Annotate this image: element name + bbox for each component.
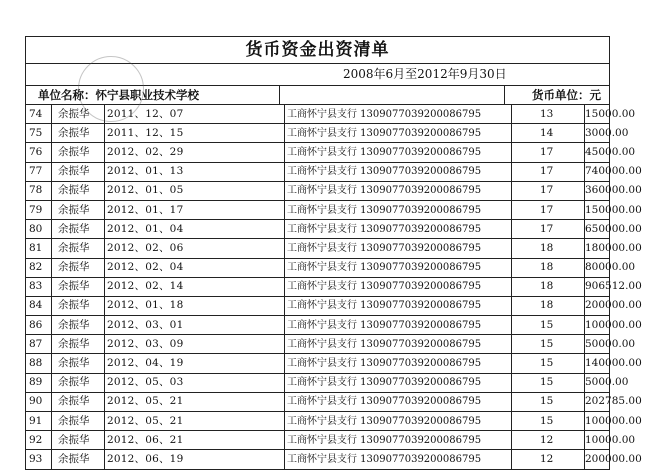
voucher-number-cell: 18 (512, 258, 585, 277)
bank-account-cell: 工商怀宁县支行 1309077039200086795 (285, 296, 512, 315)
row-number-cell: 78 (26, 181, 52, 200)
amount-cell: 15000.00 (585, 105, 610, 124)
unit-header-row (26, 86, 609, 105)
table-row (26, 220, 609, 239)
unit-name-label: 单位名称：怀宁县职业技术学校 (26, 86, 280, 104)
bank-account-cell: 工商怀宁县支行 1309077039200086795 (285, 200, 512, 219)
currency-unit-label: 货币单位：元 (532, 88, 601, 102)
table-row (26, 162, 609, 181)
row-number-cell: 86 (26, 316, 52, 335)
bank-account-cell: 工商怀宁县支行 1309077039200086795 (285, 181, 512, 200)
bank-account-cell: 工商怀宁县支行 1309077039200086795 (285, 316, 512, 335)
bank-account-cell: 工商怀宁县支行 1309077039200086795 (285, 124, 512, 143)
voucher-number-cell: 12 (512, 450, 585, 469)
table-row (26, 316, 609, 335)
voucher-number-cell: 15 (512, 392, 585, 411)
payment-date-cell: 2012、01、04 (105, 220, 285, 239)
payer-name-cell: 余振华 (52, 239, 105, 258)
bank-account-cell: 工商怀宁县支行 1309077039200086795 (285, 277, 512, 296)
payment-date-cell: 2012、06、19 (105, 450, 285, 469)
amount-cell: 906512.00 (585, 277, 610, 296)
row-number-cell: 84 (26, 296, 52, 315)
payment-date-cell: 2012、04、19 (105, 354, 285, 373)
row-number-cell: 92 (26, 431, 52, 450)
row-number-cell: 89 (26, 373, 52, 392)
payment-date-cell: 2012、05、03 (105, 373, 285, 392)
bank-account-cell: 工商怀宁县支行 1309077039200086795 (285, 335, 512, 354)
table-row (26, 143, 609, 162)
payment-date-cell: 2012、02、04 (105, 258, 285, 277)
amount-cell: 180000.00 (585, 239, 610, 258)
table-row (26, 200, 609, 219)
table-row (26, 239, 609, 258)
bank-account-cell: 工商怀宁县支行 1309077039200086795 (285, 450, 512, 469)
table-row (26, 412, 609, 431)
row-number-cell: 79 (26, 200, 52, 219)
row-number-cell: 93 (26, 450, 52, 469)
bank-account-cell: 工商怀宁县支行 1309077039200086795 (285, 220, 512, 239)
bank-account-cell: 工商怀宁县支行 1309077039200086795 (285, 431, 512, 450)
payer-name-cell: 余振华 (52, 181, 105, 200)
bank-account-cell: 工商怀宁县支行 1309077039200086795 (285, 373, 512, 392)
payment-date-cell: 2012、05、21 (105, 392, 285, 411)
document-period: 2008年6月至2012年9月30日 (26, 64, 609, 86)
row-number-cell: 75 (26, 124, 52, 143)
payer-name-cell: 余振华 (52, 335, 105, 354)
payer-name-cell: 余振华 (52, 220, 105, 239)
row-number-cell: 74 (26, 105, 52, 124)
payer-name-cell: 余振华 (52, 124, 105, 143)
payment-date-cell: 2012、01、05 (105, 181, 285, 200)
table-row (26, 450, 609, 469)
row-number-cell: 76 (26, 143, 52, 162)
voucher-number-cell: 15 (512, 316, 585, 335)
payment-date-cell: 2012、01、13 (105, 162, 285, 181)
document-title: 货币资金出资清单 (26, 37, 609, 64)
payer-name-cell: 余振华 (52, 392, 105, 411)
table-row (26, 277, 609, 296)
payment-date-cell: 2012、03、01 (105, 316, 285, 335)
amount-cell: 360000.00 (585, 181, 610, 200)
amount-cell: 3000.00 (585, 124, 610, 143)
payer-name-cell: 余振华 (52, 373, 105, 392)
payer-name-cell: 余振华 (52, 431, 105, 450)
payer-name-cell: 余振华 (52, 296, 105, 315)
payer-name-cell: 余振华 (52, 162, 105, 181)
cash-contribution-sheet (25, 36, 642, 470)
row-number-cell: 80 (26, 220, 52, 239)
amount-cell: 740000.00 (585, 162, 610, 181)
table-row (26, 258, 609, 277)
voucher-number-cell: 15 (512, 412, 585, 431)
payment-date-cell: 2012、05、21 (105, 412, 285, 431)
amount-cell: 200000.00 (585, 450, 610, 469)
table-row (26, 105, 609, 124)
voucher-number-cell: 17 (512, 200, 585, 219)
payment-date-cell: 2012、02、29 (105, 143, 285, 162)
voucher-number-cell: 17 (512, 143, 585, 162)
table-row (26, 431, 609, 450)
table-row (26, 354, 609, 373)
bank-account-cell: 工商怀宁县支行 1309077039200086795 (285, 392, 512, 411)
bank-account-cell: 工商怀宁县支行 1309077039200086795 (285, 354, 512, 373)
bank-account-cell: 工商怀宁县支行 1309077039200086795 (285, 143, 512, 162)
table-row (26, 181, 609, 200)
amount-cell: 650000.00 (585, 220, 610, 239)
payer-name-cell: 余振华 (52, 354, 105, 373)
payer-name-cell: 余振华 (52, 277, 105, 296)
table-row (26, 373, 609, 392)
payer-name-cell: 余振华 (52, 200, 105, 219)
amount-cell: 150000.00 (585, 200, 610, 219)
payer-name-cell: 余振华 (52, 258, 105, 277)
payer-name-cell: 余振华 (52, 316, 105, 335)
row-number-cell: 83 (26, 277, 52, 296)
row-number-cell: 81 (26, 239, 52, 258)
row-number-cell: 77 (26, 162, 52, 181)
row-number-cell: 90 (26, 392, 52, 411)
voucher-number-cell: 18 (512, 277, 585, 296)
voucher-number-cell: 18 (512, 239, 585, 258)
bank-account-cell: 工商怀宁县支行 1309077039200086795 (285, 105, 512, 124)
payment-date-cell: 2012、03、09 (105, 335, 285, 354)
payer-name-cell: 余振华 (52, 412, 105, 431)
row-number-cell: 88 (26, 354, 52, 373)
table-row (26, 296, 609, 315)
payer-name-cell: 余振华 (52, 105, 105, 124)
amount-cell: 50000.00 (585, 335, 610, 354)
bank-account-cell: 工商怀宁县支行 1309077039200086795 (285, 162, 512, 181)
voucher-number-cell: 17 (512, 181, 585, 200)
amount-cell: 140000.00 (585, 354, 610, 373)
bank-account-cell: 工商怀宁县支行 1309077039200086795 (285, 258, 512, 277)
amount-cell: 100000.00 (585, 412, 610, 431)
payment-date-cell: 2012、06、21 (105, 431, 285, 450)
amount-cell: 202785.00 (585, 392, 610, 411)
row-number-cell: 91 (26, 412, 52, 431)
payment-date-cell: 2012、02、06 (105, 239, 285, 258)
unit-header-spacer (280, 86, 505, 104)
voucher-number-cell: 15 (512, 373, 585, 392)
payer-name-cell: 余振华 (52, 143, 105, 162)
row-number-cell: 87 (26, 335, 52, 354)
amount-cell: 100000.00 (585, 316, 610, 335)
bank-account-cell: 工商怀宁县支行 1309077039200086795 (285, 239, 512, 258)
payment-date-cell: 2011、12、15 (105, 124, 285, 143)
payment-date-cell: 2012、02、14 (105, 277, 285, 296)
amount-cell: 5000.00 (585, 373, 610, 392)
table-row (26, 392, 609, 411)
voucher-number-cell: 17 (512, 220, 585, 239)
amount-cell: 200000.00 (585, 296, 610, 315)
voucher-number-cell: 18 (512, 296, 585, 315)
contribution-table (26, 105, 642, 469)
payment-date-cell: 2012、01、17 (105, 200, 285, 219)
amount-cell: 45000.00 (585, 143, 610, 162)
row-number-cell: 82 (26, 258, 52, 277)
payer-name-cell: 余振华 (52, 450, 105, 469)
payment-date-cell: 2011、12、07 (105, 105, 285, 124)
table-row (26, 335, 609, 354)
table-row (26, 124, 609, 143)
voucher-number-cell: 13 (512, 105, 585, 124)
amount-cell: 80000.00 (585, 258, 610, 277)
voucher-number-cell: 17 (512, 162, 585, 181)
payment-date-cell: 2012、01、18 (105, 296, 285, 315)
voucher-number-cell: 14 (512, 124, 585, 143)
voucher-number-cell: 15 (512, 354, 585, 373)
amount-cell: 10000.00 (585, 431, 610, 450)
bank-account-cell: 工商怀宁县支行 1309077039200086795 (285, 412, 512, 431)
voucher-number-cell: 12 (512, 431, 585, 450)
voucher-number-cell: 15 (512, 335, 585, 354)
